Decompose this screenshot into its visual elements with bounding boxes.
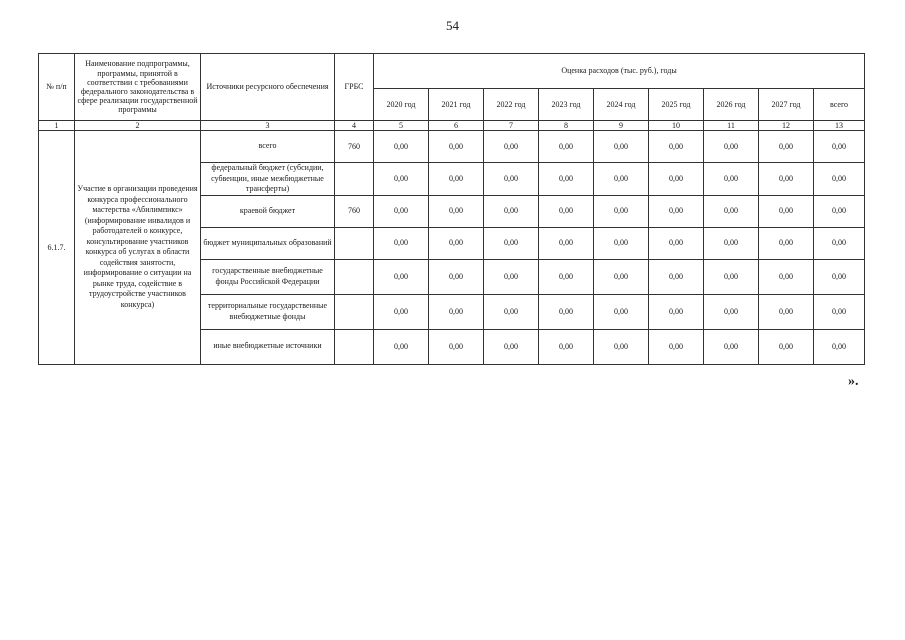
value-cell: 0,00 xyxy=(539,259,594,294)
value-cell: 0,00 xyxy=(539,329,594,364)
closing-quote-mark: ». xyxy=(848,374,859,389)
grbs-code xyxy=(335,163,374,196)
value-cell: 0,00 xyxy=(429,294,484,329)
header-col-estimate: Оценка расходов (тыс. руб.), годы xyxy=(374,54,865,89)
value-cell: 0,00 xyxy=(429,329,484,364)
value-cell: 0,00 xyxy=(649,294,704,329)
header-year: 2022 год xyxy=(484,89,539,121)
value-cell: 0,00 xyxy=(759,163,814,196)
value-cell: 0,00 xyxy=(484,131,539,163)
value-cell: 0,00 xyxy=(704,163,759,196)
value-cell: 0,00 xyxy=(704,131,759,163)
value-total: 0,00 xyxy=(814,131,865,163)
column-number: 5 xyxy=(374,121,429,131)
value-cell: 0,00 xyxy=(704,329,759,364)
header-year: 2023 год xyxy=(539,89,594,121)
value-cell: 0,00 xyxy=(539,227,594,259)
funding-source: государственные внебюджетные фонды Российской Федерации xyxy=(201,259,335,294)
grbs-code xyxy=(335,227,374,259)
funding-source: территориальные государственные внебюджетные фонды xyxy=(201,294,335,329)
budget-table xyxy=(38,53,865,365)
column-number: 10 xyxy=(649,121,704,131)
value-total: 0,00 xyxy=(814,259,865,294)
header-year: 2020 год xyxy=(374,89,429,121)
value-cell: 0,00 xyxy=(759,227,814,259)
value-cell: 0,00 xyxy=(539,195,594,227)
value-cell: 0,00 xyxy=(484,195,539,227)
value-cell: 0,00 xyxy=(484,294,539,329)
header-row xyxy=(39,54,865,89)
grbs-code: 760 xyxy=(335,195,374,227)
value-cell: 0,00 xyxy=(759,294,814,329)
value-cell: 0,00 xyxy=(759,131,814,163)
value-total: 0,00 xyxy=(814,195,865,227)
column-number: 3 xyxy=(201,121,335,131)
value-cell: 0,00 xyxy=(594,195,649,227)
value-cell: 0,00 xyxy=(759,329,814,364)
value-cell: 0,00 xyxy=(759,195,814,227)
value-cell: 0,00 xyxy=(649,195,704,227)
column-number: 6 xyxy=(429,121,484,131)
grbs-code xyxy=(335,294,374,329)
column-number: 4 xyxy=(335,121,374,131)
value-cell: 0,00 xyxy=(704,259,759,294)
column-numbers-row xyxy=(39,121,865,131)
value-cell: 0,00 xyxy=(374,195,429,227)
value-cell: 0,00 xyxy=(539,131,594,163)
item-name: Участие в организации проведения конкурса профессионального мастерства «Абилимпикс» (информирование инвалидов и работодателей о конкурсе, консультирование участников конкурса об услугах в области содействия занятости, информирование о ситуации на рынке труда, содействие в трудоустройстве участников конкурса) xyxy=(75,131,201,365)
value-cell: 0,00 xyxy=(374,227,429,259)
value-cell: 0,00 xyxy=(429,195,484,227)
header-year: 2021 год xyxy=(429,89,484,121)
value-cell: 0,00 xyxy=(484,227,539,259)
value-cell: 0,00 xyxy=(374,131,429,163)
value-cell: 0,00 xyxy=(374,259,429,294)
value-cell: 0,00 xyxy=(649,227,704,259)
value-cell: 0,00 xyxy=(429,259,484,294)
header-col-source: Источники ресурсного обеспечения xyxy=(201,54,335,121)
grbs-code xyxy=(335,259,374,294)
value-cell: 0,00 xyxy=(704,294,759,329)
funding-source: федеральный бюджет (субсидии, субвенции, иные межбюджетные трансферты) xyxy=(201,163,335,196)
header-year: 2027 год xyxy=(759,89,814,121)
column-number: 1 xyxy=(39,121,75,131)
value-cell: 0,00 xyxy=(704,227,759,259)
value-cell: 0,00 xyxy=(539,163,594,196)
value-cell: 0,00 xyxy=(594,259,649,294)
header-year: 2026 год xyxy=(704,89,759,121)
value-cell: 0,00 xyxy=(374,294,429,329)
header-col-no: № п/п xyxy=(39,54,75,121)
value-cell: 0,00 xyxy=(649,329,704,364)
value-cell: 0,00 xyxy=(594,329,649,364)
header-col-name: Наименование подпрограммы, программы, принятой в соответствии с требованиями федерального законодательства в сфере реализации государственной программы xyxy=(75,54,201,121)
value-cell: 0,00 xyxy=(594,131,649,163)
value-total: 0,00 xyxy=(814,294,865,329)
column-number: 11 xyxy=(704,121,759,131)
column-number: 2 xyxy=(75,121,201,131)
header-year: 2024 год xyxy=(594,89,649,121)
funding-source: иные внебюджетные источники xyxy=(201,329,335,364)
grbs-code: 760 xyxy=(335,131,374,163)
value-total: 0,00 xyxy=(814,227,865,259)
funding-source: всего xyxy=(201,131,335,163)
funding-source: бюджет муниципальных образований xyxy=(201,227,335,259)
page-number: 54 xyxy=(446,18,459,33)
value-cell: 0,00 xyxy=(594,227,649,259)
value-cell: 0,00 xyxy=(484,329,539,364)
value-cell: 0,00 xyxy=(594,294,649,329)
header-year: 2025 год xyxy=(649,89,704,121)
value-cell: 0,00 xyxy=(649,163,704,196)
value-cell: 0,00 xyxy=(539,294,594,329)
value-cell: 0,00 xyxy=(484,259,539,294)
value-cell: 0,00 xyxy=(374,329,429,364)
column-number: 9 xyxy=(594,121,649,131)
value-cell: 0,00 xyxy=(594,163,649,196)
column-number: 8 xyxy=(539,121,594,131)
header-year-total: всего xyxy=(814,89,865,121)
value-cell: 0,00 xyxy=(484,163,539,196)
column-number: 13 xyxy=(814,121,865,131)
value-cell: 0,00 xyxy=(374,163,429,196)
value-total: 0,00 xyxy=(814,163,865,196)
column-number: 7 xyxy=(484,121,539,131)
value-cell: 0,00 xyxy=(429,227,484,259)
value-cell: 0,00 xyxy=(759,259,814,294)
value-cell: 0,00 xyxy=(429,131,484,163)
value-cell: 0,00 xyxy=(704,195,759,227)
column-number: 12 xyxy=(759,121,814,131)
table-row xyxy=(39,131,865,163)
funding-source: краевой бюджет xyxy=(201,195,335,227)
grbs-code xyxy=(335,329,374,364)
item-code: 6.1.7. xyxy=(39,131,75,365)
value-total: 0,00 xyxy=(814,329,865,364)
value-cell: 0,00 xyxy=(649,131,704,163)
value-cell: 0,00 xyxy=(429,163,484,196)
header-col-grbs: ГРБС xyxy=(335,54,374,121)
value-cell: 0,00 xyxy=(649,259,704,294)
